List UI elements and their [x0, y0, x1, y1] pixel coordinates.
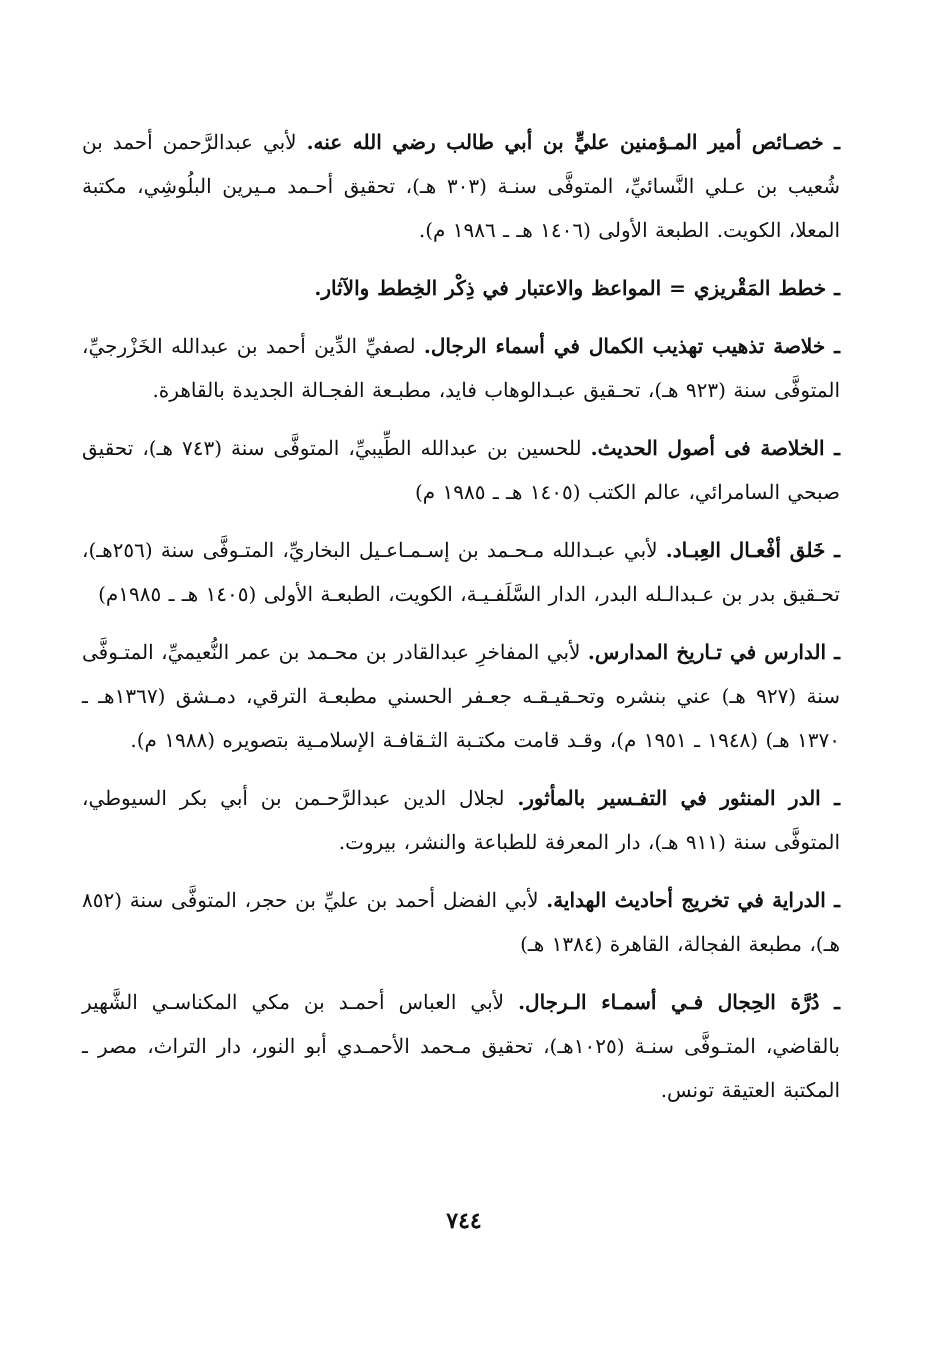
entry-body: لجلال الدين عبدالرَّحـمن بن أبي بكر السيوطي، المتوفَّى سنة (٩١١ هـ)، دار المعرفة للطباعة والنشر، بيروت. [82, 786, 840, 854]
bibliography-entry [82, 528, 840, 616]
entry-title: ـ خلاصة تذهيب تهذيب الكمال في أسماء الرجال. [423, 334, 840, 358]
entry-title: ـ خصـائص أمير المـؤمنين عليٍّ بن أبي طالب رضي الله عنه. [306, 130, 841, 154]
bibliography-entry [82, 266, 840, 310]
bibliography-list [82, 120, 840, 1126]
entry-title: ـ خَلق أفْعـال العِبـاد. [665, 538, 841, 562]
entry-title: ـ الدر المنثور في التفـسير بالمأثور. [517, 786, 841, 810]
page-number: ٧٤٤ [446, 1208, 482, 1234]
entry-body: للحسين بن عبدالله الطِّيبيِّ، المتوفَّى سنة (٧٤٣ هـ)، تحقيق صبحي السامرائي، عالم الكتب (١٤٠٥ هـ ـ ١٩٨٥ م) [82, 436, 840, 504]
entry-body: لصفيِّ الدِّين أحمد بن عبدالله الخَزْرجيِّ، المتوفَّى سنة (٩٢٣ هـ)، تحـقيق عبـدالوهاب فايد، مطبـعة الفجـالة الجديدة بالقاهرة. [82, 334, 840, 402]
entry-title: ـ الخلاصة فى أصول الحديث. [590, 436, 841, 460]
entry-body: لأبي العباس أحمـد بن مكي المكناسـي الشَّهير بالقاضي، المتـوفَّى سنـة (١٠٢٥هـ)، تحقيق مـحمد الأحمـدي أبو النور، دار التراث، مصر ـ المكتبة العتيقة تونس. [82, 990, 840, 1102]
entry-body: لأبي المفاخرِ عبدالقادر بن محـمد بن عمر النُّعيميِّ، المتـوفَّى سنة (٩٢٧ هـ) عني بنشره وتحـقيـقـه جعـفر الحسني مطبعـة الترقي، دمـشق (١٣٦٧هـ ـ ١٣٧٠ هـ) (١٩٤٨ ـ ١٩٥١ م)، وقـد قامت مكتـبة الثـقافـة الإسلامـية بتصويره (١٩٨٨ م). [82, 640, 841, 752]
bibliography-entry [82, 426, 840, 514]
bibliography-entry [82, 324, 840, 412]
bibliography-entry [82, 878, 840, 966]
bibliography-entry [82, 776, 840, 864]
entry-body: لأبي الفضل أحمد بن عليِّ بن حجر، المتوفَّى سنة (٨٥٢ هـ)، مطبعة الفجالة، القاهرة (١٣٨٤ هـ) [82, 888, 840, 956]
entry-title: ـ خطط المَقْريزي = المواعظ والاعتبار في ذِكْر الخِطط والآثار. [314, 276, 840, 300]
entry-body: لأبي عبـدالله مـحـمد بن إسـمـاعـيل البخاريِّ، المتـوفَّى سنة (٢٥٦هـ)، تحـقيق بدر بن عـبدالـله البدر، الدار السَّلَفـيـة، الكويت، الطبعـة الأولى (١٤٠٥ هـ ـ ١٩٨٥م) [82, 538, 840, 606]
bibliography-entry [82, 980, 840, 1112]
bibliography-entry [82, 120, 840, 252]
entry-title: ـ الدارس في تـاريخ المدارس. [587, 640, 840, 664]
entry-body: لأبي عبدالرَّحمن أحمد بن شُعيب بن عـلي النَّسائيِّ، المتوفَّى سنـة (٣٠٣ هـ)، تحقيق أحـمد مـيرين البلُوشِي، مكتبة المعلا، الكويت. الطبعة الأولى (١٤٠٦ هـ ـ ١٩٨٦ م). [82, 130, 841, 242]
bibliography-entry [82, 630, 840, 762]
entry-title: ـ الدراية في تخريج أحاديث الهداية. [546, 888, 840, 912]
entry-title: ـ دُرَّة الحِجال فـي أسمـاء الـرجال. [518, 990, 840, 1014]
